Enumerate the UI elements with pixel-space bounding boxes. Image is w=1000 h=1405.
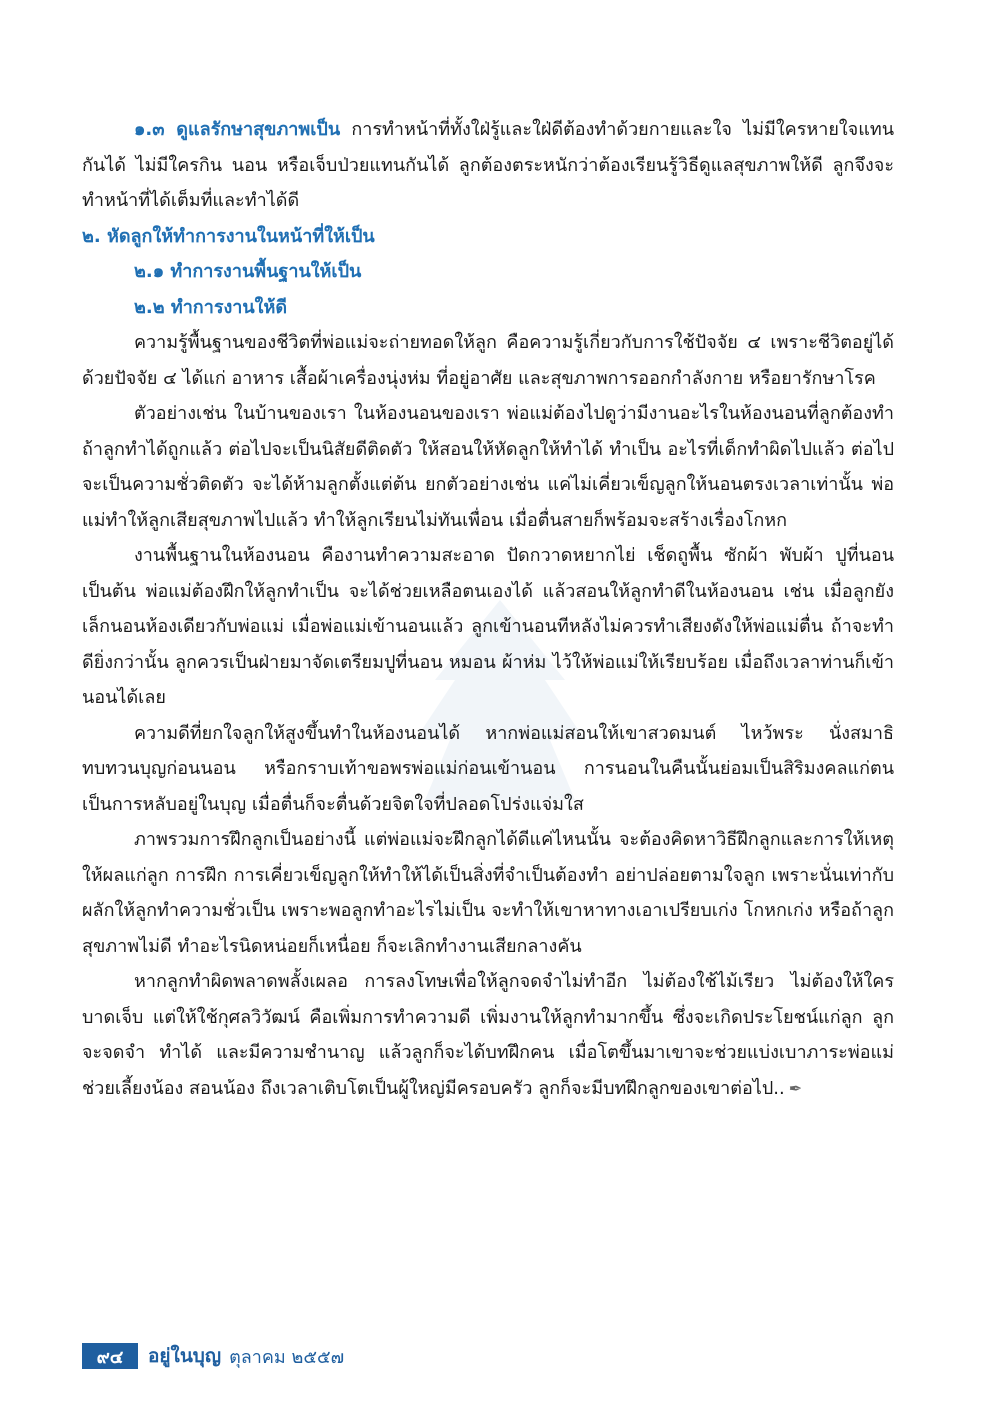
section-2-1-heading: ๒.๑ ทำการงานพื้นฐานให้เป็น xyxy=(134,261,362,282)
page-footer xyxy=(82,1342,344,1370)
paragraph-goodness: ความดีที่ยกใจลูกให้สูงขึ้นทำในห้องนอนได้ หากพ่อแม่สอนให้เขาสวดมนต์ ไหว้พระ นั่งสมาธิ ทบทวนบุญก่อนนอน หรือกราบเท้าขอพรพ่อแม่ก่อนเข้านอน การนอนในคืนนั้นย่อมเป็นสิริมงคลแก่ตน เป็นการหลับอยู่ในบุญ เมื่อตื่นก็จะตื่นด้วยจิตใจที่ปลอดโปร่งแจ่มใส xyxy=(82,722,894,815)
section-2-heading: ๒. หัดลูกให้ทำการงานในหน้าที่ให้เป็น xyxy=(82,225,375,247)
section-1-3-text: การทำหน้าที่ทั้งใฝ่รู้และใฝ่ดีต้องทำด้วยกายและใจ ไม่มีใครหายใจแทนกันได้ ไม่มีใครกิน นอน หรือเจ็บป่วยแทนกันได้ ลูกต้องตระหนักว่าต้องเรียนรู้วิธีดูแลสุขภาพให้ดี ลูกจึงจะทำหน้าที่ได้เต็มที่และทำได้ดี xyxy=(82,119,894,211)
section-2-2-heading: ๒.๒ ทำการงานให้ดี xyxy=(134,296,288,318)
paragraph-example-bedroom: ตัวอย่างเช่น ในบ้านของเรา ในห้องนอนของเรา พ่อแม่ต้องไปดูว่ามีงานอะไรในห้องนอนที่ลูกต้องทำ ถ้าลูกทำได้ถูกแล้ว ต่อไปจะเป็นนิสัยดีติดตัว ให้สอนให้หัดลูกให้ทำได้ ทำเป็น อะไรที่เด็กทำผิดไปแล้ว ต่อไปจะเป็นความชั่วติดตัว จะได้ห้ามลูกตั้งแต่ต้น ยกตัวอย่างเช่น แค่ไม่เคี่ยวเข็ญลูกให้นอนตรงเวลาเท่านั้น พ่อแม่ทำให้ลูกเสียสุขภาพไปแล้ว ทำให้ลูกเรียนไม่ทันเพื่อน เมื่อตื่นสายก็พร้อมจะสร้างเรื่องโกหก xyxy=(82,403,894,531)
page-number: ๙๔ xyxy=(82,1343,138,1369)
article-body xyxy=(82,112,894,1106)
section-1-3-paragraph xyxy=(82,112,894,219)
section-1-3-heading: ๑.๓ ดูแลรักษาสุขภาพเป็น xyxy=(134,119,341,140)
paragraph-basic-knowledge: ความรู้พื้นฐานของชีวิตที่พ่อแม่จะถ่ายทอดให้ลูก คือความรู้เกี่ยวกับการใช้ปัจจัย ๔ เพราะชีวิตอยู่ได้ด้วยปัจจัย ๔ ได้แก่ อาหาร เสื้อผ้าเครื่องนุ่งห่ม ที่อยู่อาศัย และสุขภาพการออกกำลังกาย หรือยารักษาโรค xyxy=(82,332,894,389)
quill-end-icon: ✒ xyxy=(788,1078,803,1098)
paragraph-bedroom-chores: งานพื้นฐานในห้องนอน คืองานทำความสะอาด ปัดกวาดหยากไย่ เช็ดถูพื้น ซักผ้า พับผ้า ปูที่นอน เป็นต้น พ่อแม่ต้องฝึกให้ลูกทำเป็น จะได้ช่วยเหลือตนเองได้ แล้วสอนให้ลูกทำดีในห้องนอน เช่น เมื่อลูกยังเล็กนอนห้องเดียวกับพ่อแม่ เมื่อพ่อแม่เข้านอนแล้ว ลูกเข้านอนทีหลังไม่ควรทำเสียงดังให้พ่อแม่ตื่น ถ้าจะทำดียิ่งกว่านั้น ลูกควรเป็นฝ่ายมาจัดเตรียมปูที่นอน หมอน ผ้าห่ม ไว้ให้พ่อแม่ให้เรียบร้อย เมื่อถึงเวลาท่านก็เข้านอนได้เลย xyxy=(82,545,894,708)
issue-date: ตุลาคม ๒๕๕๗ xyxy=(229,1346,345,1368)
paragraph-discipline-text: หากลูกทำผิดพลาดพลั้งเผลอ การลงโทษเพื่อให้ลูกจดจำไม่ทำอีก ไม่ต้องใช้ไม้เรียว ไม่ต้องให้ใครบาดเจ็บ แต่ให้ใช้กุศลวิวัฒน์ คือเพิ่มการทำความดี เพิ่มงานให้ลูกทำมากขึ้น ซึ่งจะเกิดประโยชน์แก่ลูก ลูกจะจดจำ ทำได้ และมีความชำนาญ แล้วลูกก็จะได้บทฝึกคน เมื่อโตขึ้นมาเขาจะช่วยแบ่งเบาภาระพ่อแม่ ช่วยเลี้ยงน้อง สอนน้อง ถึงเวลาเติบโตเป็นผู้ใหญ่มีครอบครัว ลูกก็จะมีบทฝึกลูกของเขาต่อไป.. xyxy=(82,971,894,1099)
magazine-title: อยู่ในบุญ xyxy=(148,1345,222,1367)
paragraph-overview: ภาพรวมการฝึกลูกเป็นอย่างนี้ แต่พ่อแม่จะฝึกลูกได้ดีแค่ไหนนั้น จะต้องคิดหาวิธีฝึกลูกและการให้เหตุให้ผลแก่ลูก การฝึก การเคี่ยวเข็ญลูกให้ทำให้ได้เป็นสิ่งที่จำเป็นต้องทำ อย่าปล่อยตามใจลูก เพราะนั่นเท่ากับผลักให้ลูกทำความชั่วเป็น เพราะพอลูกทำอะไรไม่เป็น จะทำให้เขาหาทางเอาเปรียบเก่ง โกหกเก่ง หรือถ้าลูกสุขภาพไม่ดี ทำอะไรนิดหน่อยก็เหนื่อย ก็จะเลิกทำงานเสียกลางคัน xyxy=(82,829,894,957)
paragraph-discipline xyxy=(82,964,894,1106)
